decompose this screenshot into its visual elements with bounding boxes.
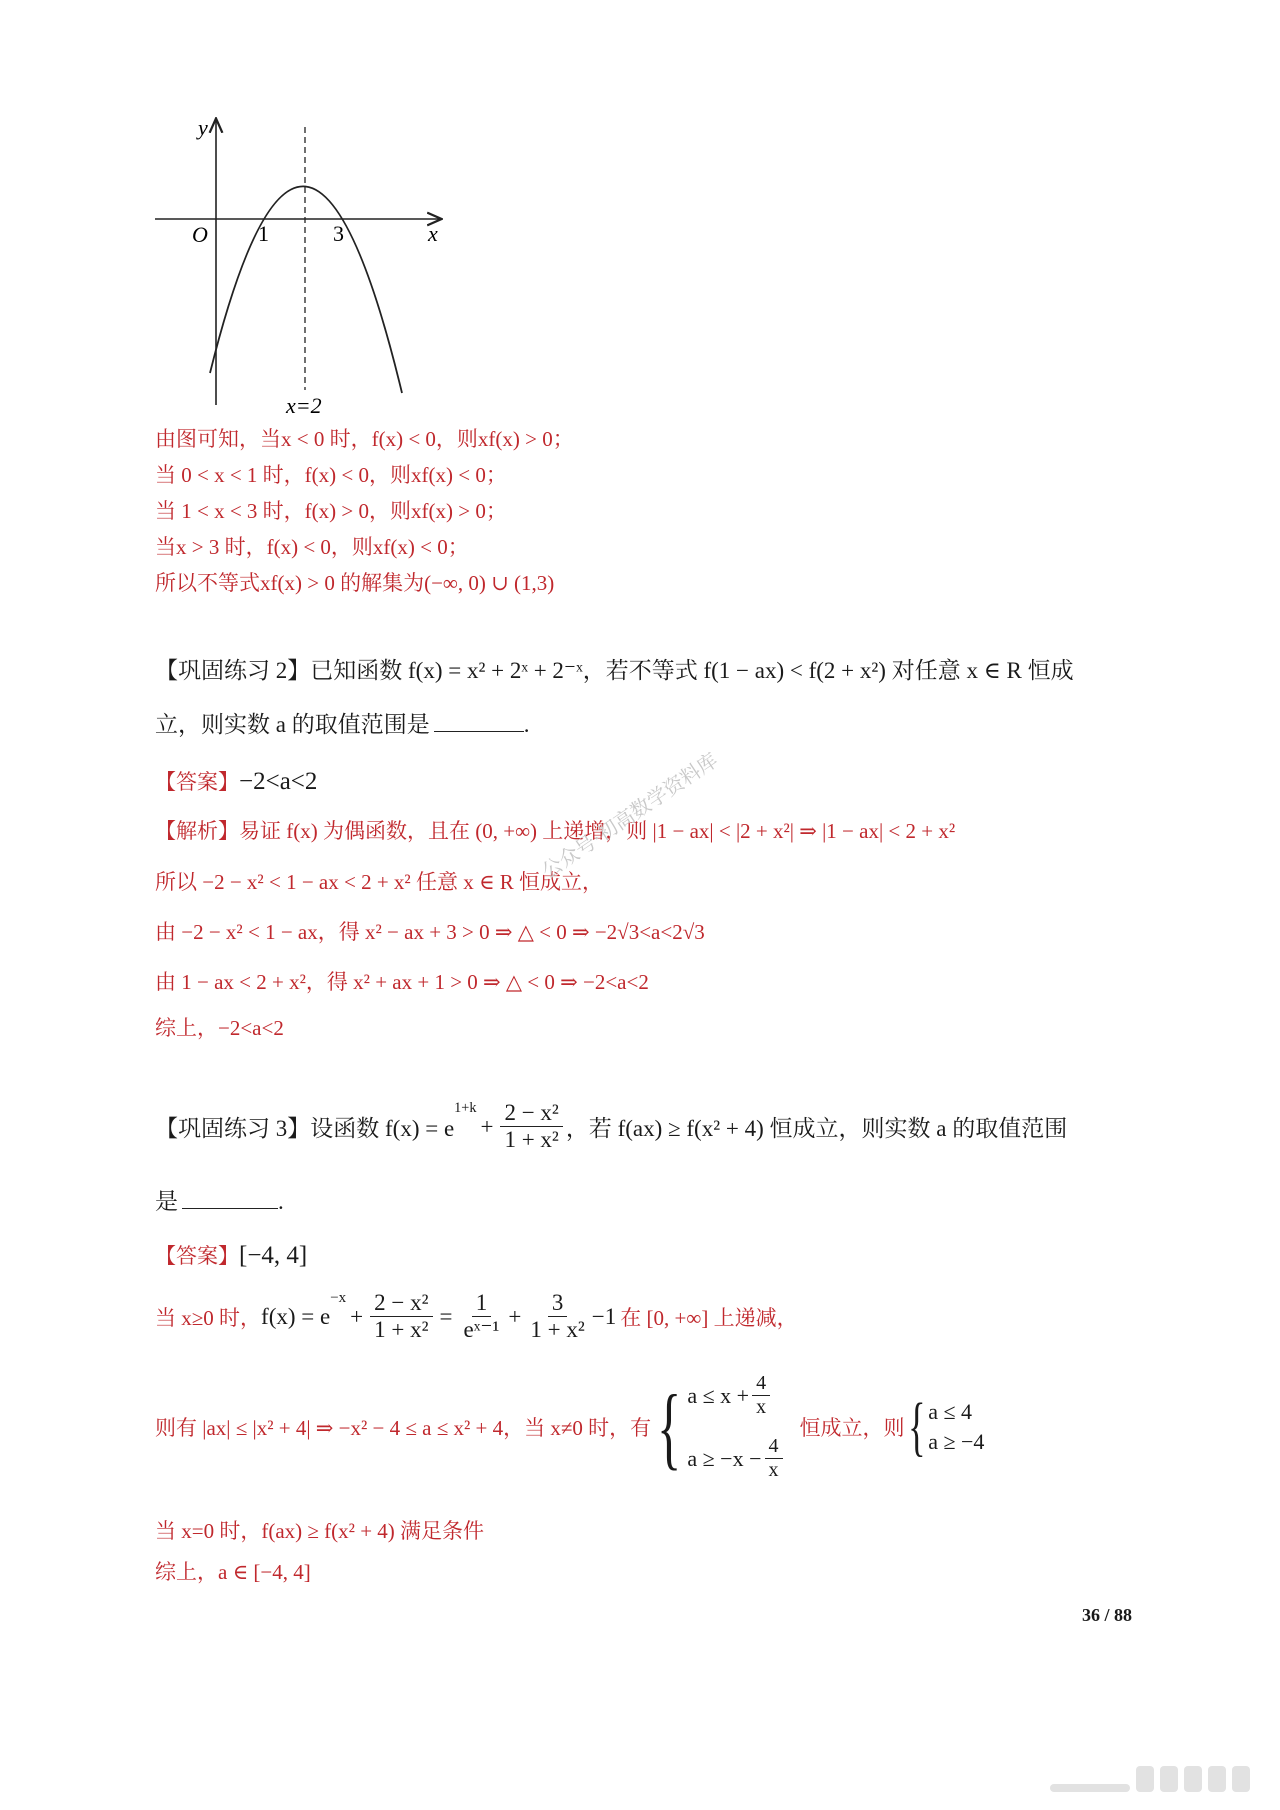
answer-blank [434,709,524,732]
exercise-3-stem-pre: 设函数 f(x) = e [310,1116,455,1142]
fraction-a-num: 2 − x² [370,1290,432,1317]
exercise-3-stem-b: 是 [155,1189,178,1214]
case-2-den: x [768,1459,779,1481]
fraction-numerator: 2 − x² [500,1100,562,1127]
exercise-2-solution-4: 由 1 − ax < 2 + x²，得 x² + ax + 1 > 0 ⇒ △ < 0 ⇒ −2<a<2 [155,970,649,994]
exercise-2-stem-a: 已知函数 f(x) = x² + 2ˣ + 2⁻ˣ，若不等式 f(1 − ax) < f(2 + x²) 对任意 x ∈ R 恒成 [310,658,1074,683]
symmetry-axis-label: x=2 [286,393,322,418]
y-axis-label: y [198,115,208,140]
conclusion: 综上，a ∈ [−4, 4] [155,1560,311,1584]
parabola-graph [150,115,460,420]
holds-note: 恒成立，则 [799,1416,905,1440]
system-2 [905,1390,985,1463]
case-2-frac [765,1435,783,1482]
case-2-num: 4 [765,1435,783,1459]
watermark: 公众号·初高数学资料库 [538,749,722,884]
exercise-3-stem-post: ，若 f(ax) ≥ f(x² + 4) 恒成立，则实数 a 的取值范围 [565,1116,1068,1142]
exercise-3-exp: 1+k [454,1100,477,1116]
exercise-3-answer [155,1240,307,1270]
fraction-denominator: 1 + x² [504,1127,559,1153]
bottom-toolbar [1050,1766,1250,1792]
system-1 [651,1372,785,1482]
fraction-a-den: 1 + x² [374,1317,429,1343]
exercise-3-stem-cont: 是 . [155,1183,284,1216]
exercise-3-solution-2 [155,1372,984,1482]
case-1-lhs: a ≤ x + [687,1382,750,1408]
exercise-2-solution-3: 由 −2 − x² < 1 − ax，得 x² − ax + 3 > 0 ⇒ △ < 0 ⇒ −2√3<a<2√3 [155,920,705,944]
result-1: a ≤ 4 [928,1399,973,1424]
analysis-line-5: 所以不等式xf(x) > 0 的解集为(−∞, 0) ∪ (1,3) [155,571,555,595]
exercise-3-solution-1: 当 x≥0 时， f(x) = e $^{-x}$ + $\frac{\text{2 − x²}}{\text{1 + x²}}$ = $\frac{1}{\text{eˣ⁻¹}}$ + $\frac{3}{\text{1 + x²}}$ −1 在 [0, +∞] 上递减， [155,1290,798,1343]
exercise-2-stem [155,652,1074,685]
exercise-2-solution-1 [155,815,955,845]
analysis-line-4: 当x > 3 时，f(x) < 0，则xf(x) < 0； [155,535,469,559]
system-2-cases [928,1399,984,1455]
left-brace: { [657,1376,682,1478]
tick-label-3: 3 [333,221,344,246]
case-1 [687,1372,785,1419]
exercise-2-answer [155,766,317,796]
result-2: a ≥ −4 [928,1429,985,1454]
analysis-line-1: 由图可知，当x < 0 时，f(x) < 0，则xf(x) > 0； [155,427,574,451]
exercise-3-fraction [500,1100,562,1154]
page-number: 36 / 88 [1081,1605,1132,1625]
case-2-lhs: a ≥ −x − [687,1445,762,1471]
parabola-curve [210,186,402,393]
case-1-num: 4 [752,1372,770,1396]
answer-value-3: [−4, 4] [239,1242,308,1269]
toolbar-tab[interactable] [1184,1766,1202,1792]
fx-exp: −x [330,1290,347,1306]
fraction-c-num: 3 [548,1290,568,1317]
exercise-2-stem-b: 立，则实数 a 的取值范围是 [155,712,430,737]
fraction-b-num: 1 [472,1290,492,1317]
fraction-c [526,1290,588,1344]
equals-sign: = [439,1303,453,1329]
exercise-3-solution-4 [155,1556,311,1586]
analysis-line-2: 当 0 < x < 1 时，f(x) < 0，则xf(x) < 0； [155,463,507,487]
toolbar-tab[interactable] [1136,1766,1154,1792]
monotone-note: 在 [0, +∞] 上递减， [620,1305,798,1330]
left-brace-2: { [907,1390,926,1463]
answer-blank-3 [182,1186,278,1209]
answer-tag: 【答案】 [155,770,239,794]
answer-tag-3: 【答案】 [155,1244,239,1268]
fraction-c-den: 1 + x² [530,1317,585,1343]
exercise-2-tag: 【巩固练习 2】 [155,658,311,683]
exercise-3-solution-3 [155,1515,484,1545]
case-2 [687,1435,785,1482]
bound-derivation: 则有 |ax| ≤ |x² + 4| ⇒ −x² − 4 ≤ a ≤ x² + 4，当 x≠0 时，有 [155,1416,652,1440]
fraction-b [460,1290,504,1344]
exercise-2-solution-2: 所以 −2 − x² < 1 − ax < 2 + x² 任意 x ∈ R 恒成立， [155,870,604,894]
x-axis-label: x [428,221,438,246]
tick-label-1: 1 [258,221,269,246]
toolbar-tab[interactable] [1232,1766,1250,1792]
exercise-3-plus: + [480,1113,494,1139]
fraction-a [370,1290,432,1344]
zero-case: 当 x=0 时，f(ax) ≥ f(x² + 4) 满足条件 [155,1519,485,1543]
minus-one: −1 [591,1303,617,1329]
toolbar-tab[interactable] [1208,1766,1226,1792]
exercise-2-stem-cont: 立，则实数 a 的取值范围是 . [155,706,529,739]
exercise-3-stem [155,1100,1067,1154]
exercise-2-solution-5: 综上，−2<a<2 [155,1016,284,1040]
solution-tag: 【解析】 [155,819,239,843]
system-1-cases [687,1372,785,1482]
case-label: 当 x≥0 时， [155,1305,262,1330]
analysis-line-3: 当 1 < x < 3 时，f(x) > 0，则xf(x) > 0； [155,499,507,523]
solution-text: 易证 f(x) 为偶函数，且在 (0, +∞) 上递增，则 |1 − ax| < |2 + x²| ⇒ |1 − ax| < 2 + x² [239,819,956,843]
toolbar-bar [1050,1784,1130,1792]
case-1-den: x [756,1396,767,1418]
answer-value: −2<a<2 [239,768,318,795]
origin-label: O [192,222,208,247]
case-1-frac [752,1372,770,1419]
fx-expr: f(x) = e [261,1303,331,1329]
fraction-b-den: eˣ⁻¹ [463,1317,500,1343]
toolbar-tab[interactable] [1160,1766,1178,1792]
exercise-3-tag: 【巩固练习 3】 [155,1116,311,1142]
